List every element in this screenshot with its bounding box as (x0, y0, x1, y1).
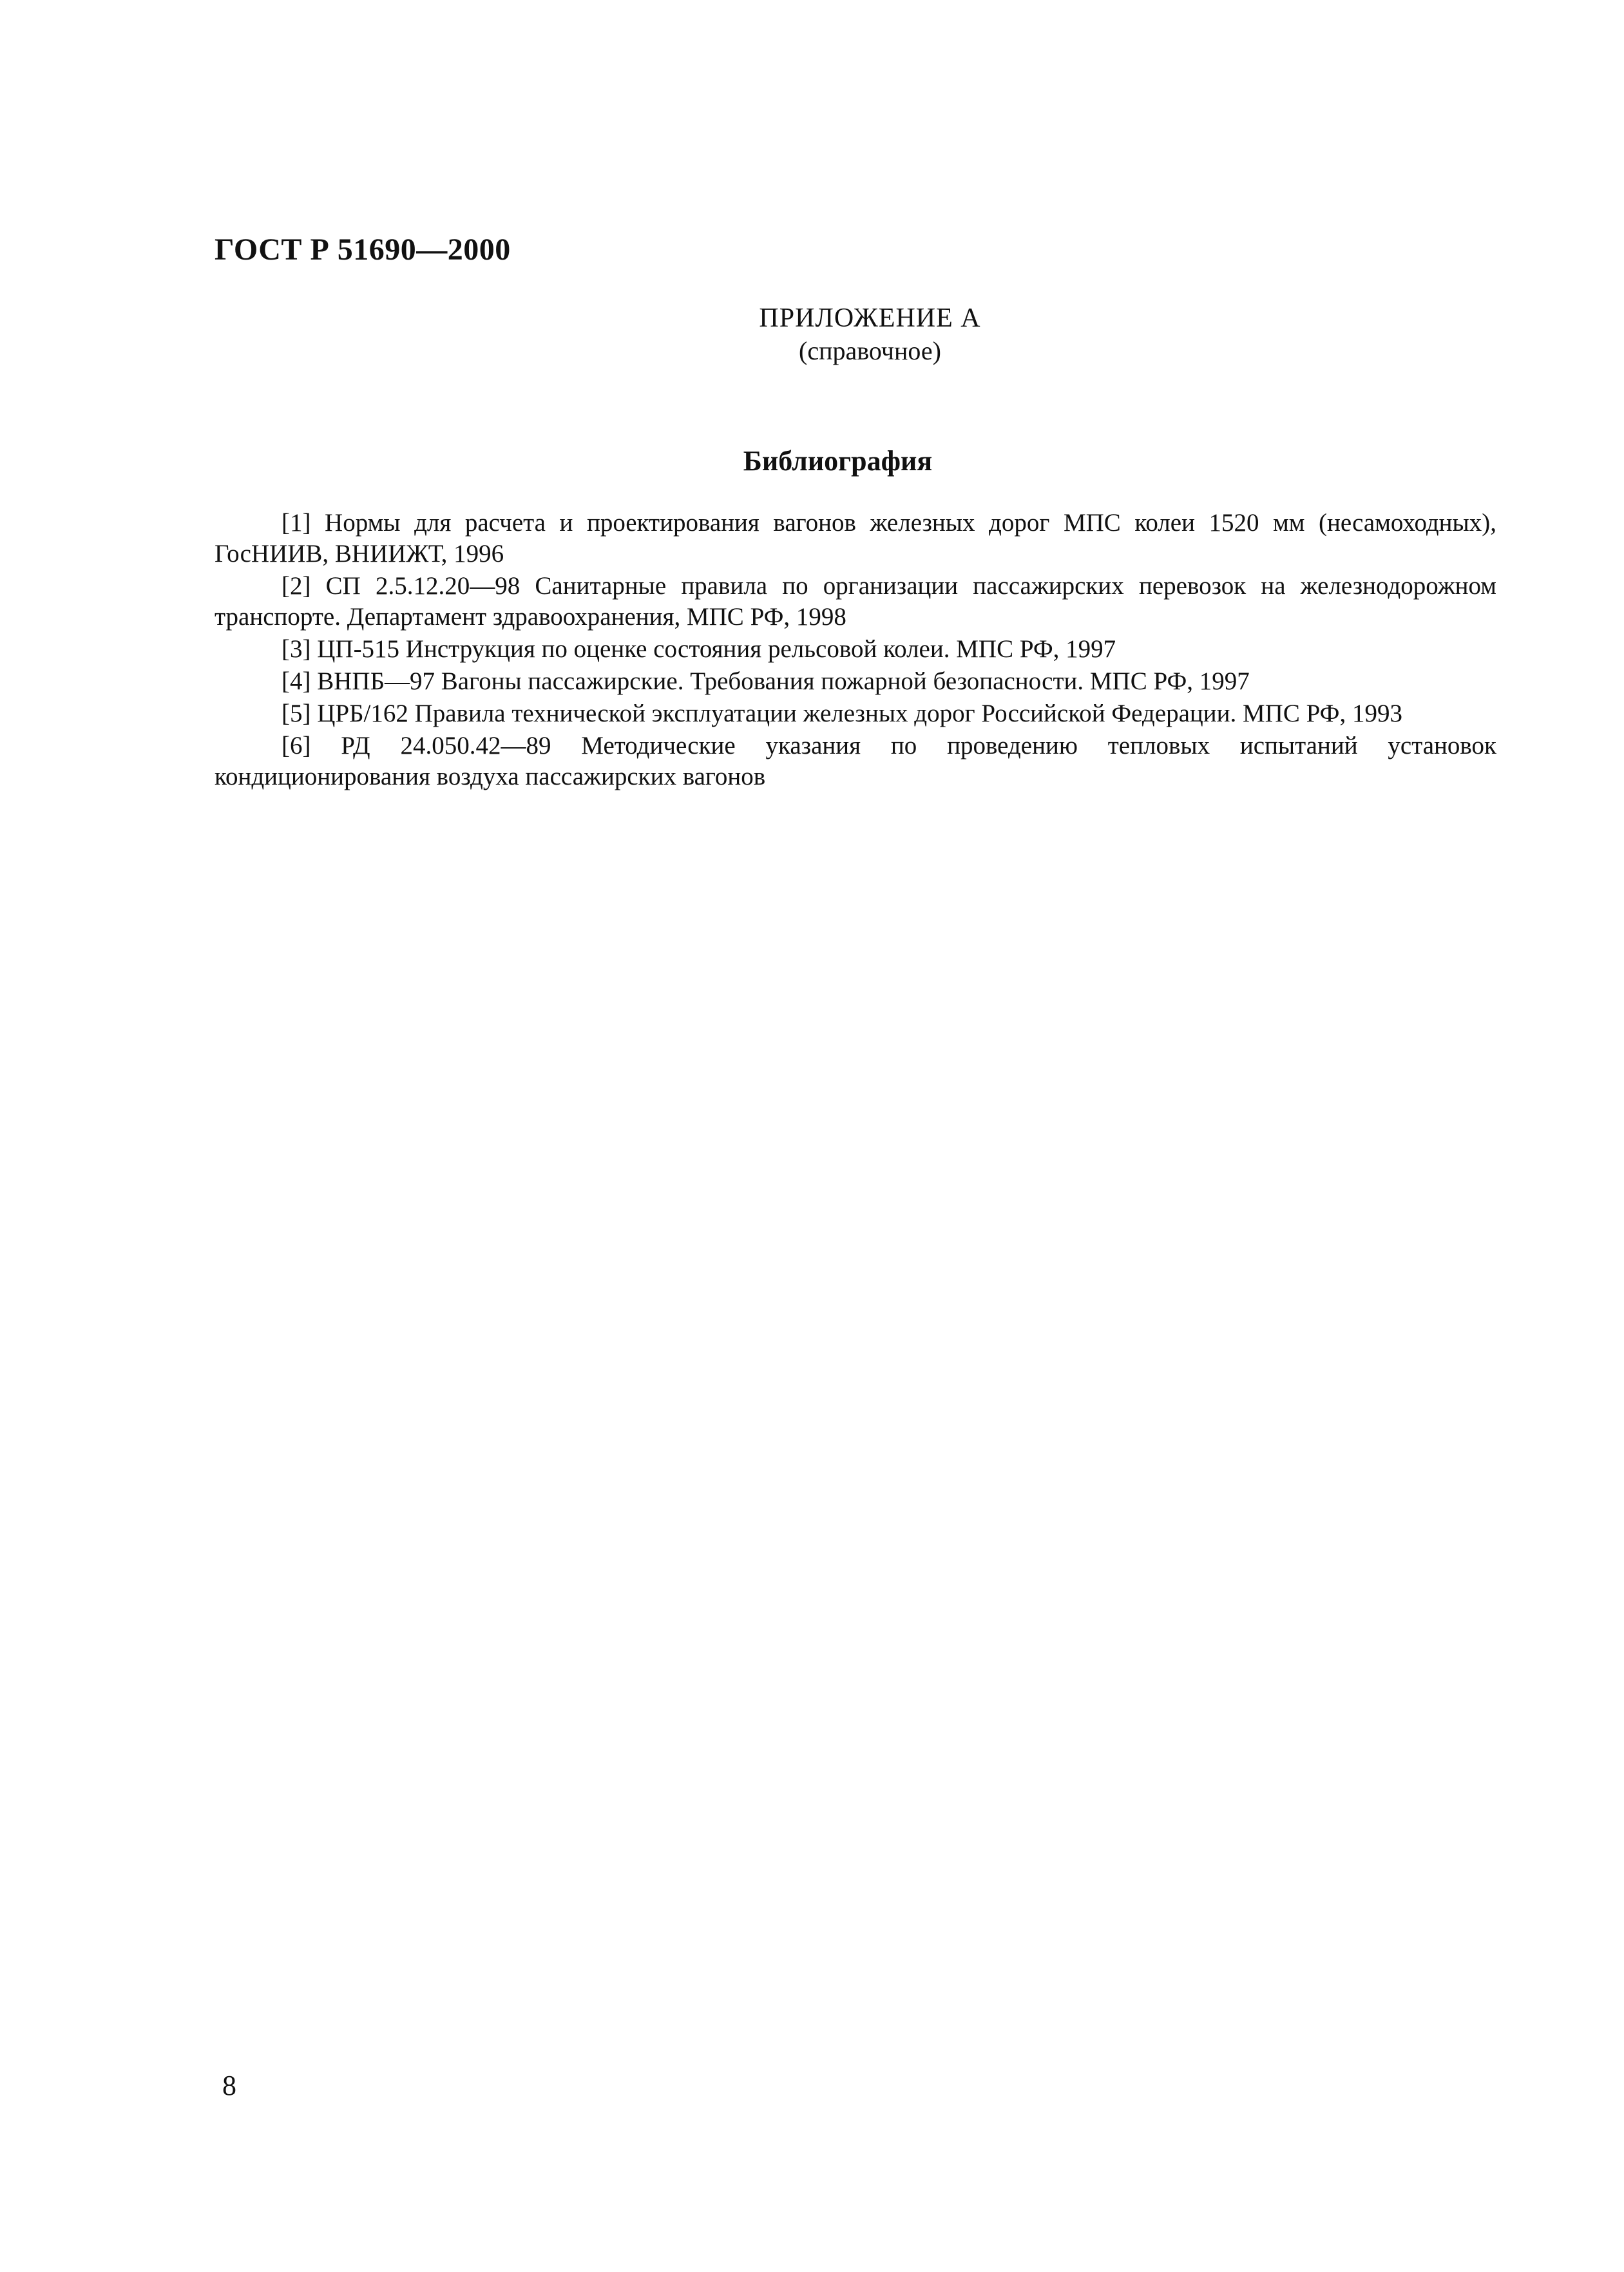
appendix-header (0, 301, 1624, 367)
bibliography-item (215, 698, 1496, 729)
bibliography-item-number: [4] (282, 667, 311, 695)
bibliography-item (215, 730, 1496, 792)
bibliography-item-number: [3] (282, 635, 311, 663)
bibliography-item (215, 634, 1496, 665)
bibliography-item-number: [5] (282, 700, 311, 727)
appendix-title: ПРИЛОЖЕНИЕ А (759, 303, 981, 333)
bibliography-item-number: [2] (282, 572, 311, 600)
bibliography-item-text: Нормы для расчета и проектирования вагонов железных дорог МПС колеи 1520 мм (несамоходных), ГосНИИВ, ВНИИЖТ, 1996 (215, 509, 1496, 568)
bibliography-item-text: ВНПБ—97 Вагоны пассажирские. Требования пожарной безопасности. МПС РФ, 1997 (317, 667, 1250, 695)
document-code: ГОСТ Р 51690—2000 (215, 233, 511, 267)
bibliography-item-text: ЦРБ/162 Правила технической эксплуатации железных дорог Российской Федерации. МПС РФ, 1993 (317, 700, 1402, 727)
bibliography-list (215, 508, 1496, 794)
bibliography-item (215, 571, 1496, 633)
bibliography-item-text: СП 2.5.12.20—98 Санитарные правила по организации пассажирских перевозок на железнодорожном транспорте. Департамент здравоохранения, МПС РФ, 1998 (215, 572, 1496, 631)
page-number: 8 (222, 2070, 236, 2101)
bibliography-item-number: [1] (282, 509, 311, 537)
bibliography-item (215, 508, 1496, 569)
bibliography-item-text: ЦП-515 Инструкция по оценке состояния рельсовой колеи. МПС РФ, 1997 (317, 635, 1116, 663)
bibliography-heading: Библиография (743, 445, 933, 477)
bibliography-item-number: [6] (282, 732, 311, 759)
bibliography-item-text: РД 24.050.42—89 Методические указания по проведению тепловых испытаний установок кондиционирования воздуха пассажирских вагонов (215, 732, 1496, 790)
bibliography-item (215, 666, 1496, 697)
appendix-note: (справочное) (799, 336, 941, 365)
